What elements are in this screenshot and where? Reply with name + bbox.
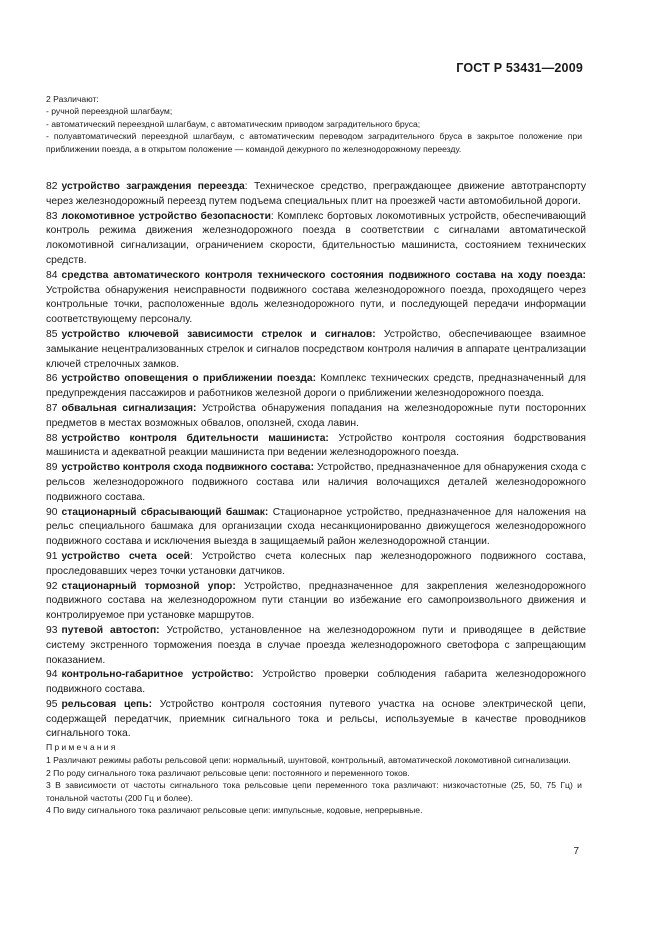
term-number: 93 — [46, 624, 58, 636]
intro-line: - ручной переездной шлагбаум; — [46, 106, 173, 117]
term-name: локомотивное устройство безопасности — [61, 210, 271, 222]
term-entry — [46, 668, 586, 698]
intro-note — [46, 93, 582, 155]
note-line: 2 По роду сигнального тока различают рельсовые цепи: постоянного и переменного токов. — [46, 767, 410, 778]
document-code: ГОСТ Р 53431—2009 — [456, 61, 583, 75]
term-name: средства автоматического контроля технического состояния подвижного состава на ходу поезда: — [61, 269, 586, 281]
term-name: устройство ключевой зависимости стрелок и сигналов: — [61, 328, 376, 340]
page-number: 7 — [573, 846, 579, 857]
term-name: устройство оповещения о приближении поезда: — [61, 373, 317, 385]
term-number: 83 — [46, 210, 58, 222]
term-entry — [46, 210, 586, 269]
term-name: устройство контроля бдительности машиниста: — [61, 432, 329, 444]
term-entry — [46, 328, 586, 372]
term-entry — [46, 624, 586, 668]
term-number: 90 — [46, 506, 58, 518]
term-number: 92 — [46, 580, 58, 592]
term-number: 89 — [46, 462, 58, 474]
term-definition: Комплекс технических средств, предназначенный для предупреждения пассажиров и работников железной дороги о приближении железнодорожного поезда. — [46, 373, 586, 400]
note-line: 1 Различают режимы работы рельсовой цепи: нормальный, шунтовой, контрольный, автоматической локомотивной сигнализации. — [46, 755, 571, 766]
term-definition: Устройство, установленное на железнодорожном пути и приводящее в действие систему экстренного торможения поезда в случае проезда железнодорожного светофора с запрещающим показанием. — [46, 624, 586, 666]
term-definition: Устройство контроля состояния путевого участка на основе электрической цепи, содержащей передатчик, приемник сигнального тока и рельсы, используемые в качестве проводников сигнального тока. — [46, 698, 587, 740]
term-entry — [46, 432, 586, 462]
term-number: 84 — [46, 269, 58, 281]
term-number: 86 — [46, 373, 58, 385]
term-entry — [46, 402, 586, 432]
note-line: 3 В зависимости от частоты сигнального тока рельсовые цепи переменного тока различают: низкочастотные (25, 50, 75 Гц) и тональной частоты (200 Гц и более). — [46, 780, 582, 803]
term-name: стационарный сбрасывающий башмак: — [61, 506, 269, 518]
term-entry — [46, 580, 586, 624]
notes-title: Примечания — [46, 742, 118, 752]
term-definition: Устройство, предназначенное для закрепления железнодорожного подвижного состава на железнодорожном пути станции во избежание его самопроизвольного движения и контролируемое при установке маршрутов. — [46, 580, 586, 622]
term-number: 82 — [46, 181, 58, 192]
term-entry — [46, 550, 586, 580]
intro-line: 2 Различают: — [46, 94, 99, 104]
term-entry — [46, 269, 586, 328]
term-definition: : Устройство счета колесных пар железнодорожного подвижного состава, проследовавших через точки установки датчиков. — [46, 550, 586, 577]
notes-block — [46, 741, 582, 816]
term-number: 87 — [46, 402, 58, 414]
term-definition: : Техническое средство, преграждающее движение автотранспорту через железнодорожный переезд путем подъема специальных плит на проезжей части автомобильной дороги. — [46, 181, 586, 207]
term-definition: Устройства обнаружения попадания на железнодорожные пути посторонних предметов в местах возможных обвалов, оползней, схода лавин. — [46, 402, 586, 429]
term-definition: Стационарное устройство, предназначенное для наложения на рельс специального башмака для организации схода несанкционированно движущегося железнодорожного подвижного состава и исключения выезда в защищаемый район железнодорожной станции. — [46, 506, 586, 548]
note-line: 4 По виду сигнального тока различают рельсовые цепи: импульсные, кодовые, непрерывные. — [46, 805, 423, 816]
terms-list — [46, 180, 586, 742]
term-name: рельсовая цепь: — [61, 698, 153, 710]
term-name: устройство контроля схода подвижного состава: — [61, 462, 315, 474]
term-number: 85 — [46, 328, 58, 340]
intro-line: - полуавтоматический переездной шлагбаум, с автоматическим переводом заградительного бруса в закрытое положение при приближении поезда, а в открытом положение — командой дежурного по железнодорожному переезду. — [46, 131, 582, 154]
term-definition: Устройство, предназначенное для обнаружения схода с рельсов железнодорожного подвижного состава или наличия волочащихся деталей железнодорожного подвижного состава. — [46, 462, 586, 503]
term-number: 91 — [46, 550, 58, 562]
term-name: обвальная сигнализация: — [61, 402, 197, 414]
term-definition: : Комплекс бортовых локомотивных устройств, обеспечивающий контроль режима движения железнодорожного поезда в соответствии с сигналами автоматической локомотивной сигнализации, ограничением скорости, бдительностью машиниста, состоянием технических средств. — [46, 210, 586, 266]
term-entry — [46, 461, 586, 505]
term-number: 95 — [46, 698, 58, 710]
term-name: устройство заграждения переезда — [61, 181, 245, 192]
intro-line: - автоматический переездной шлагбаум, с автоматическим приводом заградительного бруса; — [46, 118, 421, 129]
term-definition: Устройство проверки соблюдения габарита железнодорожного подвижного состава. — [46, 669, 586, 696]
term-name: устройство счета осей — [61, 550, 190, 562]
term-name: путевой автостоп: — [61, 624, 160, 636]
term-name: контрольно-габаритное устройство: — [61, 669, 254, 681]
term-name: стационарный тормозной упор: — [61, 580, 236, 592]
term-entry — [46, 180, 586, 210]
term-definition: Устройство контроля состояния бодрствования машиниста и адекватной реакции машиниста при ведении железнодорожного поезда. — [46, 432, 586, 459]
term-entry — [46, 372, 586, 402]
term-number: 88 — [46, 432, 58, 444]
term-definition: Устройства обнаружения неисправности подвижного состава железнодорожного поезда, проходящего через контрольные точки, расположенные вдоль железнодорожного пути, и последующей передачи информации соответствующему персоналу. — [46, 284, 586, 326]
term-number: 94 — [46, 669, 58, 681]
term-entry — [46, 506, 586, 550]
term-definition: Устройство, обеспечивающее взаимное замыкание нецентрализованных стрелок и сигналов посредством контроля наличия в аппарате централизации ключей стрелочных замков. — [46, 328, 586, 370]
term-entry — [46, 698, 586, 742]
